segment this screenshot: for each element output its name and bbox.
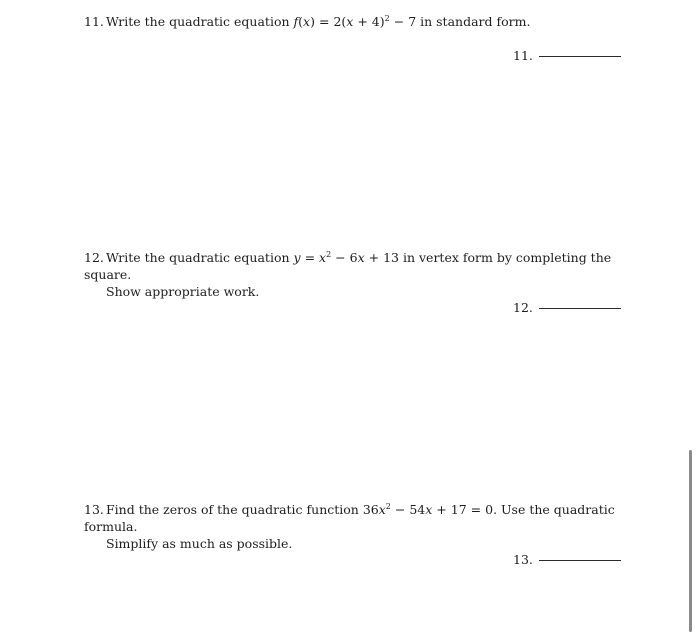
problem-text-end: in vertex form by completing the square.: [84, 250, 612, 282]
problem-text: Write the quadratic equation: [106, 250, 290, 265]
equation: $36x^2 - 54x + 17 = 0$: [362, 502, 494, 517]
answer-blank[interactable]: [539, 56, 621, 57]
problem-11: [84, 13, 624, 30]
problem-12: [84, 249, 624, 300]
problem-text: Find the zeros of the quadratic function: [106, 502, 359, 517]
problem-line-1: [84, 501, 624, 535]
problem-number: 12.: [84, 250, 104, 265]
problem-13: [84, 501, 624, 552]
problem-text-end: . Use the quadratic formula.: [84, 502, 615, 534]
problem-text: Write the quadratic equation: [106, 14, 290, 29]
vertical-scrollbar[interactable]: [689, 450, 692, 632]
equation: $y = x^2 - 6x + 13$: [293, 250, 399, 265]
answer-blank[interactable]: [539, 308, 621, 309]
problem-line-1: [84, 249, 624, 283]
answer-label: 11.: [513, 48, 533, 63]
problem-number: 11.: [84, 14, 104, 29]
answer-blank[interactable]: [539, 560, 621, 561]
equation: $f(x) = 2(x + 4)^2 - 7$: [293, 14, 417, 29]
answer-13: [513, 552, 621, 568]
answer-label: 12.: [513, 300, 533, 315]
answer-label: 13.: [513, 552, 533, 567]
problem-line-2: Simplify as much as possible.: [106, 536, 293, 551]
answer-12: [513, 300, 621, 316]
answer-11: [513, 48, 621, 64]
problem-number: 13.: [84, 502, 104, 517]
problem-line-2: Show appropriate work.: [106, 284, 260, 299]
problem-text-end: in standard form.: [420, 14, 531, 29]
